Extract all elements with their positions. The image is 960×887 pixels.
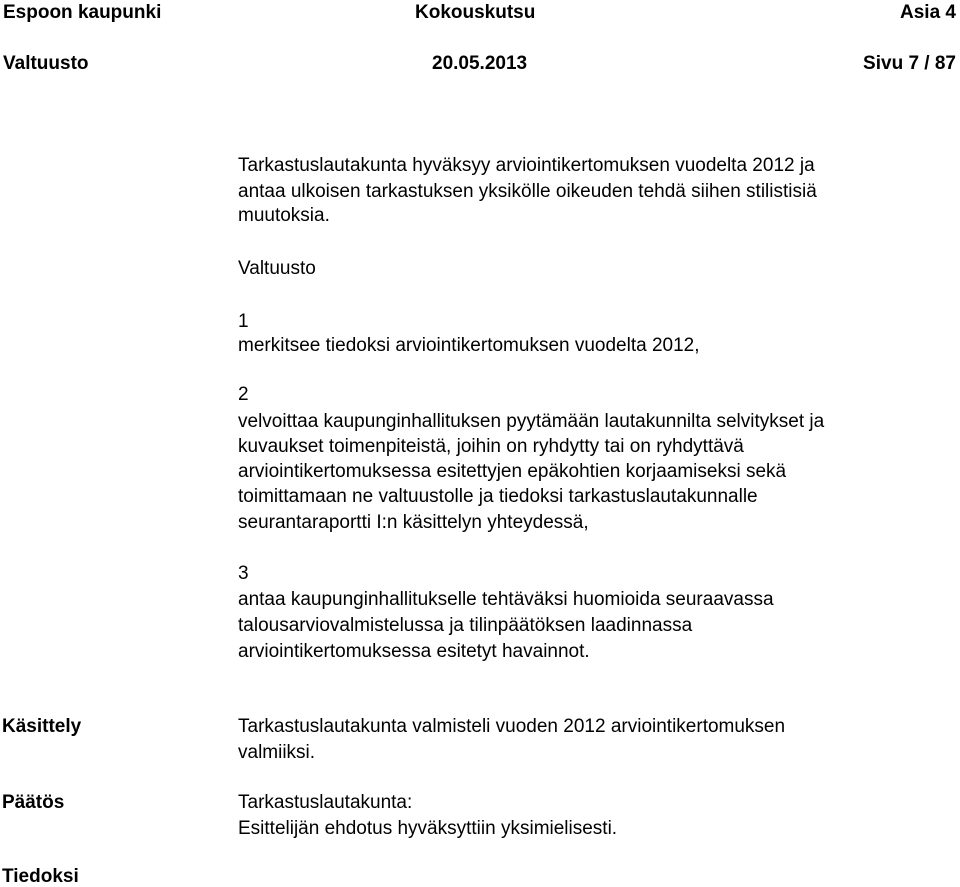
proposal-item-line: arviointikertomuksessa esitettyjen epäkohtien korjaamiseksi sekä [238,461,787,482]
proposal-item-number: 1 [238,311,249,332]
section-label-paatos: Päätös [2,792,65,813]
header-document-type: Kokouskutsu [415,2,536,23]
proposal-item-line: kuvaukset toimenpiteistä, joihin on ryhdytty tai on ryhdyttävä [238,436,744,457]
proposal-item-line: merkitsee tiedoksi arviointikertomuksen vuodelta 2012, [238,335,700,356]
section-text-line: Tarkastuslautakunta valmisteli vuoden 2012 arviointikertomuksen [238,716,786,737]
section-text-line: valmiiksi. [238,742,316,763]
proposal-item-line: seurantaraportti I:n käsittelyn yhteydessä, [238,512,589,533]
header-body: Valtuusto [3,53,89,74]
proposal-body-label: Valtuusto [238,258,316,279]
intro-line: Tarkastuslautakunta hyväksyy arviointikertomuksen vuodelta 2012 ja [238,155,815,176]
proposal-item-line: talousarviovalmistelussa ja tilinpäätöksen laadinnassa [238,615,693,636]
section-text-line: Esittelijän ehdotus hyväksyttiin yksimielisesti. [238,818,618,839]
section-label-kasittely: Käsittely [2,716,82,737]
intro-line: antaa ulkoisen tarkastuksen yksikölle oikeuden tehdä siihen stilistisiä [238,181,817,202]
proposal-item-line: antaa kaupunginhallitukselle tehtäväksi huomioida seuraavassa [238,589,774,610]
proposal-item-number: 3 [238,563,249,584]
proposal-item-line: toimittamaan ne valtuustolle ja tiedoksi tarkastuslautakunnalle [238,486,758,507]
header-date: 20.05.2013 [432,53,528,74]
proposal-item-number: 2 [238,384,249,405]
intro-line: muutoksia. [238,205,330,226]
header-item-number: Asia 4 [900,2,956,23]
header-organization: Espoon kaupunki [3,2,162,23]
proposal-item-line: arviointikertomuksessa esitetyt havainnot. [238,641,590,662]
section-label-tiedoksi: Tiedoksi [2,866,79,887]
header-page-number: Sivu 7 / 87 [863,53,956,74]
proposal-item-line: velvoittaa kaupunginhallituksen pyytämään lautakunnilta selvitykset ja [238,411,825,432]
section-text-line: Tarkastuslautakunta: [238,792,413,813]
